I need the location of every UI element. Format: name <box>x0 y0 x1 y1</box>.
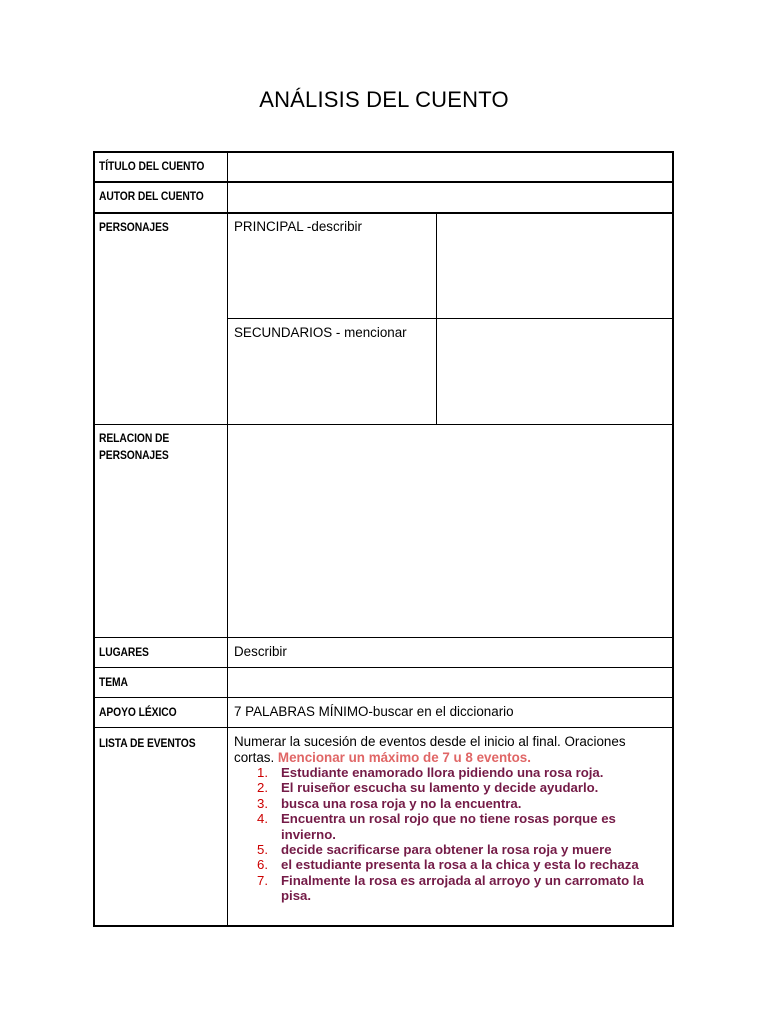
cell-apoyo-lexico: 7 PALABRAS MÍNIMO-buscar en el diccionario <box>234 704 514 719</box>
event-item <box>234 796 674 811</box>
event-number: 5. <box>257 842 268 858</box>
event-text: Estudiante enamorado llora pidiendo una rosa roja. <box>281 765 604 780</box>
events-instructions <box>234 734 664 766</box>
analysis-table <box>93 151 674 927</box>
event-text: Finalmente la rosa es arrojada al arroyo y un carromato la pisa. <box>281 872 644 904</box>
label-relacion-line2: PERSONAJES <box>99 448 169 462</box>
label-apoyo-lexico: APOYO LÉXICO <box>99 705 177 719</box>
events-intro-text: Numerar la sucesión de eventos desde el inicio al final. Oraciones cortas. <box>234 734 626 765</box>
cell-lugares: Describir <box>234 644 287 659</box>
event-number: 7. <box>257 872 268 888</box>
events-highlight-text: Mencionar un máximo de 7 u 8 eventos. <box>277 750 531 765</box>
event-number: 4. <box>257 811 268 827</box>
event-text: Encuentra un rosal rojo que no tiene rosas porque es invierno. <box>281 811 616 842</box>
label-personajes: PERSONAJES <box>99 220 169 234</box>
label-titulo: TÍTULO DEL CUENTO <box>99 159 205 173</box>
event-item <box>234 811 674 842</box>
table-border-left <box>93 151 95 927</box>
label-tema: TEMA <box>99 675 128 689</box>
event-item <box>234 765 674 780</box>
event-item <box>234 780 674 795</box>
row-divider <box>93 697 674 698</box>
cell-secundarios: SECUNDARIOS - mencionar <box>234 325 407 340</box>
column-divider <box>227 151 228 927</box>
event-number: 1. <box>257 765 268 780</box>
row-divider <box>93 667 674 668</box>
label-lista-eventos: LISTA DE EVENTOS <box>99 736 196 750</box>
event-item <box>234 873 674 904</box>
event-item <box>234 857 674 872</box>
event-text: decide sacrificarse para obtener la rosa roja y muere <box>281 842 612 858</box>
row-divider <box>93 212 674 214</box>
label-relacion-line1: RELACION DE <box>99 431 170 445</box>
event-text: el estudiante presenta la rosa a la chica y esta lo rechaza <box>281 857 639 873</box>
event-text: El ruiseñor escucha su lamento y decide ayudarlo. <box>281 780 599 796</box>
personajes-divider <box>436 213 437 424</box>
event-text: busca una rosa roja y no la encuentra. <box>281 795 522 811</box>
cell-principal: PRINCIPAL -describir <box>234 219 362 234</box>
table-border-bottom <box>93 925 674 927</box>
label-autor: AUTOR DEL CUENTO <box>99 189 204 203</box>
event-number: 6. <box>257 857 268 873</box>
row-divider <box>228 318 674 319</box>
event-item <box>234 842 674 857</box>
event-number: 3. <box>257 795 268 811</box>
row-divider <box>93 424 674 425</box>
events-list <box>234 765 674 904</box>
page-title: ANÁLISIS DEL CUENTO <box>259 87 509 112</box>
label-lugares: LUGARES <box>99 645 149 659</box>
event-number: 2. <box>257 780 268 796</box>
row-divider <box>93 727 674 728</box>
row-divider <box>93 637 674 638</box>
table-border-top <box>93 151 674 153</box>
row-divider <box>93 181 674 183</box>
